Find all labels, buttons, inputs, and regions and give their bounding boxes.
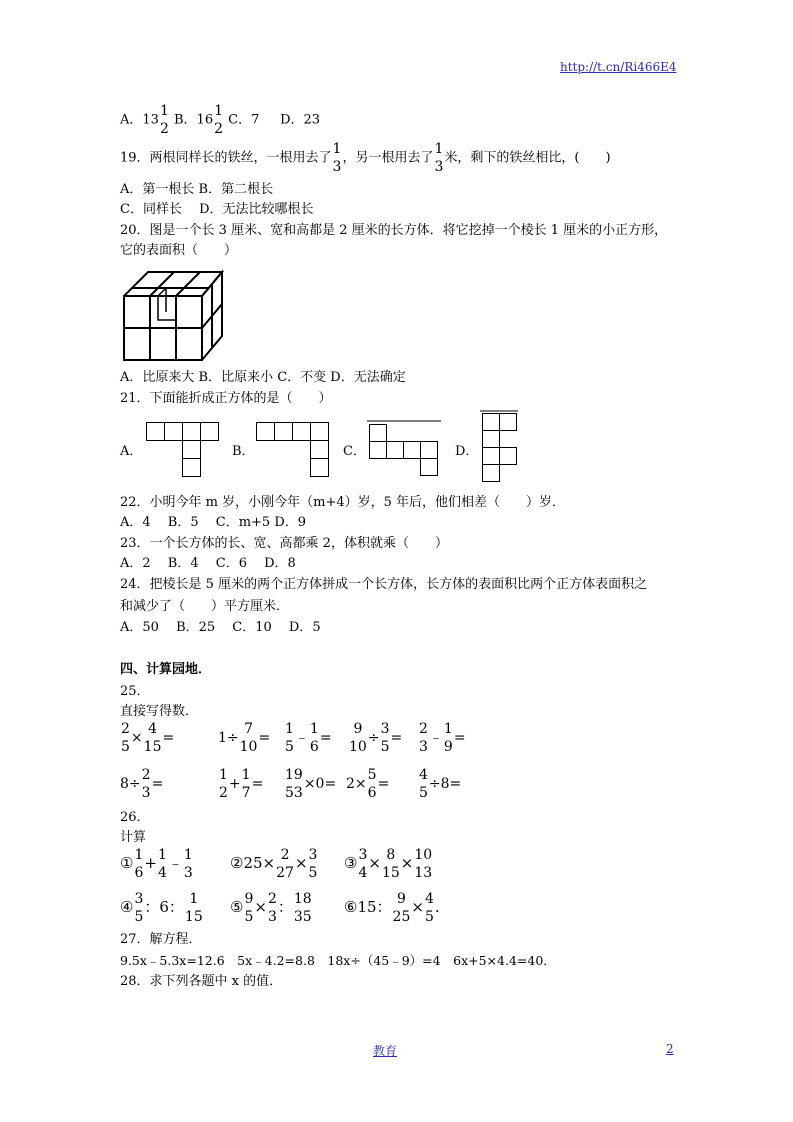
q20-stem-line1: 20．图是一个长 3 厘米、宽和高都是 2 厘米的长方体．将它挖掉一个棱长 1 厘米的小正方形， — [120, 223, 668, 238]
header-url-link[interactable]: http://t.cn/Ri466E4 — [560, 60, 677, 74]
q21-option-c-label: C． — [343, 444, 366, 459]
q26-item-4: ④ 3 5 ：6： 1 15 — [120, 891, 203, 925]
q25-number: 25． — [120, 684, 150, 699]
q21-option-a-label: A． — [120, 444, 143, 459]
q25-item-4: 9 10 ÷ 3 5 = — [349, 721, 403, 755]
q26-item-5: ⑤ 9 5 × 2 3 ： 18 35 — [230, 891, 312, 925]
q26-item-3: ③ 3 4 × 8 15 × 10 13 — [344, 847, 433, 881]
q25-stem: 直接写得数． — [120, 704, 199, 719]
q18-option-a-fraction: 1 2 — [159, 103, 169, 137]
q23-options: A．2 B．4 C．6 D．8 — [120, 556, 296, 571]
q21-net-c — [367, 420, 443, 480]
q28-stem: 28．求下列各题中 x 的值． — [120, 974, 283, 989]
q24-stem-line1: 24．把棱长是 5 厘米的两个正方体拼成一个长方体，长方体的表面积比两个正方体表面积之 — [120, 577, 648, 592]
q25-item-5: 2 3 ﹣ 1 9 = — [419, 721, 466, 755]
page-number: 2 — [666, 1042, 674, 1056]
q21-net-a — [146, 422, 220, 480]
q25-item-7: 1 2 + 1 7 = — [219, 767, 264, 801]
q25-item-3: 1 5 ﹣ 1 6 = — [285, 721, 332, 755]
q19-options-line1: A．第一根长 B．第二根长 — [120, 182, 274, 197]
q18-options — [120, 104, 320, 136]
q20-stem-line2: 它的表面积（ ） — [120, 243, 238, 258]
q26-item-2: ②25× 2 27 × 3 5 — [230, 847, 318, 881]
q20-options: A．比原来大 B．比原来小 C．不变 D．无法确定 — [120, 370, 406, 385]
q23-stem: 23．一个长方体的长、宽、高都乘 2，体积就乘（ ） — [120, 536, 448, 551]
q22-stem: 22．小明今年 m 岁，小刚今年（m+4）岁，5 年后，他们相差（ ）岁． — [120, 495, 566, 510]
q18-option-d: D．23 — [280, 112, 321, 128]
q19-fraction-2: 1 3 — [434, 141, 444, 175]
q18-option-c: C．7 — [228, 112, 260, 128]
q18-option-a-prefix: A．13 — [120, 112, 159, 128]
q25-item-1: 2 5 × 4 15 = — [121, 721, 175, 755]
q25-item-8: 19 53 ×0= — [285, 767, 337, 801]
q26-number: 26． — [120, 810, 150, 825]
footer-center-link[interactable]: 教育 — [373, 1044, 398, 1058]
q20-cuboid-figure — [118, 262, 230, 366]
q21-net-d — [480, 410, 520, 486]
q25-item-9: 2× 5 6 = — [346, 767, 390, 801]
q22-options: A．4 B．5 C．m+5 D．9 — [120, 515, 307, 530]
q21-net-b — [256, 422, 330, 480]
q26-item-1: ① 1 6 + 1 4 ﹣ 1 3 — [120, 847, 193, 881]
q24-stem-line2: 和减少了（ ）平方厘米． — [120, 599, 290, 614]
q27-equations: 9.5x﹣5.3x=12.6 5x﹣4.2=8.8 18x÷（45﹣9）=4 6x+5×4.4=40． — [120, 953, 556, 968]
q21-stem: 21．下面能折成正方体的是（ ） — [120, 391, 332, 406]
q27-stem: 27．解方程． — [120, 932, 202, 947]
q25-item-2: 1÷ 7 10 = — [218, 721, 271, 755]
q19-stem: 19．两根同样长的铁丝，一根用去了 1 3 ，另一根用去了 1 3 米，剩下的铁丝相比，( ) — [120, 141, 611, 175]
q19-options-line2: C．同样长 D．无法比较哪根长 — [120, 202, 314, 217]
q26-item-6: ⑥15： 9 25 × 4 5 . — [344, 891, 440, 925]
q26-stem: 计算 — [120, 830, 147, 845]
q19-fraction-1: 1 3 — [332, 141, 342, 175]
q24-options: A．50 B．25 C．10 D．5 — [120, 620, 321, 635]
q21-option-d-label: D． — [455, 444, 479, 459]
q18-option-b-prefix: B．16 — [174, 112, 214, 128]
q18-option-b-fraction: 1 2 — [214, 103, 224, 137]
q21-option-b-label: B． — [232, 444, 255, 459]
section4-title: 四、计算园地． — [120, 662, 212, 677]
q25-item-6: 8÷ 2 3 = — [120, 767, 164, 801]
q25-item-10: 4 5 ÷8= — [419, 767, 462, 801]
